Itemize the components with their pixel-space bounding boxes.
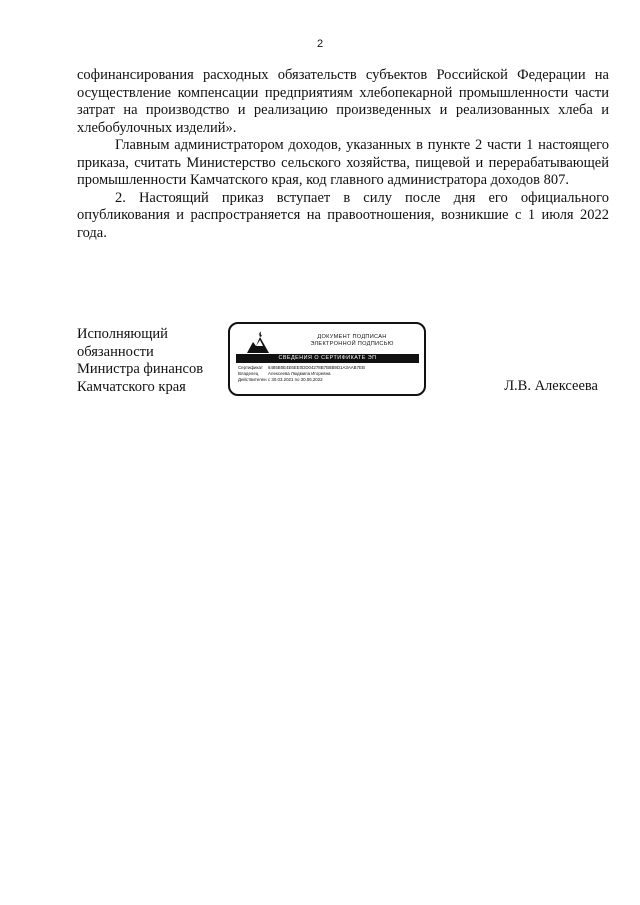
certificate-details (238, 365, 422, 383)
certificate-row-label: Сертификат (238, 365, 263, 370)
certificate-info-bar: СВЕДЕНИЯ О СЕРТИФИКАТЕ ЭП (236, 354, 419, 363)
certificate-row (238, 377, 422, 383)
signatory-line: Исполняющий (77, 326, 168, 342)
paragraph-revenue-administrator: Главным администратором доходов, указанных в пункте 2 части 1 настоящего приказа, считать Министерство сельского хозяйства, пищевой и перерабатывающей промышленности Камчатского края, код главного администратора доходов 807. (77, 137, 609, 188)
stamp-title-line: ЭЛЕКТРОННОЙ ПОДПИСЬЮ (310, 340, 394, 347)
certificate-row-value: Алексеева Людмила Игоревна (268, 371, 331, 376)
electronic-signature-stamp (228, 322, 426, 396)
stamp-title-line: ДОКУМЕНТ ПОДПИСАН (317, 334, 387, 340)
signatory-line: Камчатского края (77, 378, 186, 395)
certificate-row-value: с 30.03.2021 по 30.06.2022 (268, 377, 323, 382)
certificate-row-value: 6485B0E4E6EE0DD04278B7B8B9D1A3AAB7EB (268, 365, 365, 370)
document-body (77, 67, 609, 242)
page-number: 2 (316, 38, 324, 50)
signer-name: Л.В. Алексеева (504, 378, 598, 394)
stamp-title (292, 334, 412, 347)
certificate-row-label: Владелец (238, 371, 259, 376)
paragraph-effective-date: 2. Настоящий приказ вступает в силу после дня его официального опубликования и распространяется на правоотношения, возникшие с 1 июля 2022 года. (77, 189, 609, 241)
signatory-line: обязанности (77, 343, 154, 360)
certificate-row-label: Действителен (238, 377, 267, 382)
paragraph-continuation: софинансирования расходных обязательств субъектов Российской Федерации на осуществление компенсации предприятиям хлебопекарной промышленности части затрат на производство и реализацию произведенных и реализованных хлеба и хлебобулочных изделий». (77, 67, 609, 136)
signatory-position (77, 326, 203, 396)
signatory-line: Министра финансов (77, 361, 204, 377)
